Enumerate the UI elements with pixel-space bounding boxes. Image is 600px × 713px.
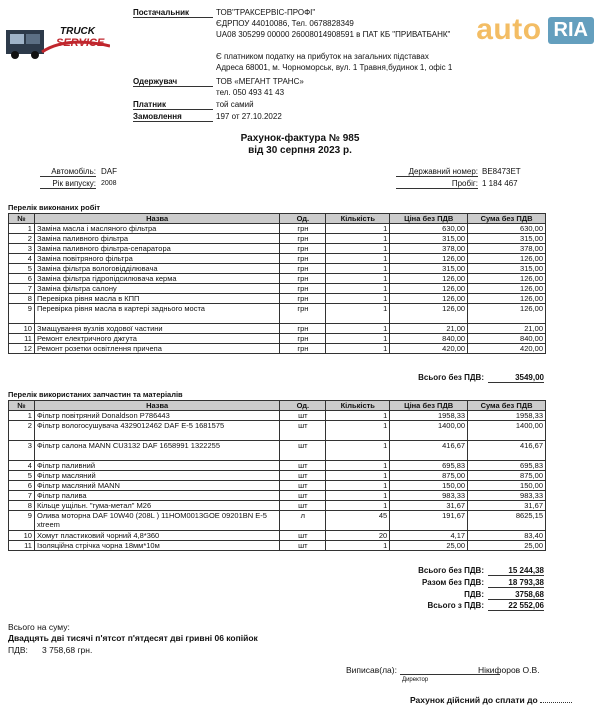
parts-total-value: 3758,68 <box>488 590 544 600</box>
parts-row <box>9 531 546 541</box>
parts-cell: 1 <box>326 421 390 441</box>
parts-cell: Фільтр паливний <box>34 461 279 471</box>
valid-date-blank <box>540 702 572 703</box>
parts-row <box>9 541 546 551</box>
year-value: 2008 <box>101 180 117 187</box>
works-cell: 126,00 <box>468 294 546 304</box>
parts-cell: 1400,00 <box>390 421 468 441</box>
vat-value: 3 758,68 грн. <box>42 645 93 655</box>
works-cell: 10 <box>9 324 35 334</box>
company-logo <box>6 22 110 62</box>
works-cell: 126,00 <box>390 254 468 264</box>
works-row <box>9 224 546 234</box>
works-cell: грн <box>280 264 326 274</box>
works-total-value: 3549,00 <box>488 373 544 383</box>
works-cell: грн <box>280 234 326 244</box>
works-cell: 21,00 <box>468 324 546 334</box>
parts-cell: 983,33 <box>468 491 546 501</box>
parts-cell: шт <box>280 411 326 421</box>
works-cell: Заміна фільтра гідропідсилювача керма <box>34 274 279 284</box>
works-cell: 7 <box>9 284 35 294</box>
works-cell: 21,00 <box>390 324 468 334</box>
works-total-label: Всього без ПДВ: <box>418 373 484 382</box>
parts-cell: шт <box>280 421 326 441</box>
works-cell: 126,00 <box>390 294 468 304</box>
works-cell: грн <box>280 274 326 284</box>
parts-cell: 875,00 <box>468 471 546 481</box>
parts-header-row <box>9 401 546 411</box>
works-row <box>9 324 546 334</box>
parts-row <box>9 441 546 461</box>
parts-cell: 1958,33 <box>390 411 468 421</box>
works-row <box>9 254 546 264</box>
works-cell: 630,00 <box>468 224 546 234</box>
works-header-cell: Ціна без ПДВ <box>390 214 468 224</box>
parts-cell: 4,17 <box>390 531 468 541</box>
parts-cell: 416,67 <box>390 441 468 461</box>
works-cell: грн <box>280 344 326 354</box>
works-cell: 315,00 <box>468 234 546 244</box>
works-table <box>8 213 546 354</box>
receiver-name: ТОВ «МЕГАНТ ТРАНС» <box>216 77 304 86</box>
parts-cell: 4 <box>9 461 35 471</box>
works-row <box>9 234 546 244</box>
works-header-cell: Кількість <box>326 214 390 224</box>
parts-cell: Фільтр масляний <box>34 471 279 481</box>
director-label: Директор <box>402 677 429 683</box>
parts-total-label: Разом без ПДВ: <box>422 578 484 587</box>
works-header-cell: Назва <box>34 214 279 224</box>
parts-cell: Олива моторна DAF 10W40 (208L ) 11HOM0013GOE 09201BN E-5 xtreem <box>34 511 279 531</box>
parts-cell: шт <box>280 471 326 481</box>
order-label: Замовлення <box>133 112 213 122</box>
works-row <box>9 284 546 294</box>
works-cell: 840,00 <box>390 334 468 344</box>
parts-cell: Фільтр масляний MANN <box>34 481 279 491</box>
works-cell: 3 <box>9 244 35 254</box>
parts-total-label: ПДВ: <box>464 590 484 599</box>
parts-cell: 1 <box>9 411 35 421</box>
works-cell: Заміна масла і масляного фільтра <box>34 224 279 234</box>
parts-cell: 8625,15 <box>468 511 546 531</box>
valid-until-text: Рахунок дійсний до сплати до <box>410 695 538 705</box>
logo-line1: TRUCK <box>60 26 95 37</box>
works-cell: 6 <box>9 274 35 284</box>
works-cell: Заміна фільтра салону <box>34 284 279 294</box>
parts-row <box>9 471 546 481</box>
works-cell: 126,00 <box>468 274 546 284</box>
parts-total-label: Всього без ПДВ: <box>418 566 484 575</box>
parts-cell: 191,67 <box>390 511 468 531</box>
parts-cell: 8 <box>9 501 35 511</box>
parts-cell: Фільтр салона MANN CU3132 DAF 1658991 1322255 <box>34 441 279 461</box>
works-cell: 126,00 <box>468 254 546 264</box>
supplier-label: Постачальник <box>133 8 213 18</box>
plate-label: Державний номер: <box>396 167 478 177</box>
works-cell: грн <box>280 304 326 324</box>
parts-cell: 983,33 <box>390 491 468 501</box>
works-cell: 2 <box>9 234 35 244</box>
works-cell: 1 <box>326 304 390 324</box>
works-cell: 126,00 <box>390 304 468 324</box>
parts-cell: шт <box>280 461 326 471</box>
car-label: Автомобіль: <box>40 167 96 177</box>
works-cell: грн <box>280 294 326 304</box>
works-cell: Перевірка рівня масла в КПП <box>34 294 279 304</box>
parts-cell: 1 <box>326 501 390 511</box>
issued-label: Виписав(ла): <box>346 665 397 675</box>
parts-cell: 5 <box>9 471 35 481</box>
parts-cell: 2 <box>9 421 35 441</box>
works-cell: 126,00 <box>468 284 546 294</box>
works-cell: грн <box>280 284 326 294</box>
works-row <box>9 244 546 254</box>
works-cell: грн <box>280 254 326 264</box>
car-value: DAF <box>101 167 117 176</box>
parts-cell: 1 <box>326 461 390 471</box>
supplier-name: ТОВ"ТРАКСЕРВІС-ПРОФІ" <box>216 8 316 17</box>
works-cell: 420,00 <box>468 344 546 354</box>
vat-label: ПДВ: <box>8 645 28 655</box>
parts-cell: 1 <box>326 471 390 481</box>
parts-header-cell: № <box>9 401 35 411</box>
auto-ria-watermark <box>476 10 594 50</box>
parts-cell: 31,67 <box>468 501 546 511</box>
parts-cell: 6 <box>9 481 35 491</box>
payer-label: Платник <box>133 100 213 110</box>
plate-value: BE8473ET <box>482 167 521 176</box>
parts-cell: Ізоляційна стрічка чорна 18мм*10м <box>34 541 279 551</box>
parts-cell: 875,00 <box>390 471 468 481</box>
parts-cell: 150,00 <box>390 481 468 491</box>
parts-cell: 1 <box>326 491 390 501</box>
parts-cell: шт <box>280 501 326 511</box>
parts-cell: 10 <box>9 531 35 541</box>
works-row <box>9 344 546 354</box>
works-cell: 1 <box>326 264 390 274</box>
works-cell: 840,00 <box>468 334 546 344</box>
parts-cell: 1 <box>326 541 390 551</box>
parts-cell: Кільце ущільн. "гума-метал" M26 <box>34 501 279 511</box>
works-cell: грн <box>280 224 326 234</box>
parts-header-cell: Назва <box>34 401 279 411</box>
works-cell: Ремонт розетки освітлення причепа <box>34 344 279 354</box>
parts-row <box>9 491 546 501</box>
parts-cell: шт <box>280 491 326 501</box>
parts-cell: 695,83 <box>390 461 468 471</box>
works-row <box>9 334 546 344</box>
parts-cell: Фільтр палива <box>34 491 279 501</box>
works-cell: 11 <box>9 334 35 344</box>
works-cell: Заміна паливного фільтра <box>34 234 279 244</box>
works-cell: 1 <box>326 224 390 234</box>
parts-cell: 695,83 <box>468 461 546 471</box>
parts-cell: 25,00 <box>468 541 546 551</box>
parts-row <box>9 421 546 441</box>
parts-cell: 20 <box>326 531 390 541</box>
sum-label: Всього на суму: <box>8 622 70 632</box>
parts-cell: 3 <box>9 441 35 461</box>
works-cell: грн <box>280 324 326 334</box>
works-section-title: Перелік виконаних робіт <box>8 203 101 212</box>
parts-cell: 9 <box>9 511 35 531</box>
works-row <box>9 274 546 284</box>
works-cell: 1 <box>326 344 390 354</box>
parts-cell: л <box>280 511 326 531</box>
parts-cell: шт <box>280 541 326 551</box>
logo-line2: SERVICE <box>56 37 105 49</box>
parts-cell: шт <box>280 481 326 491</box>
works-cell: 8 <box>9 294 35 304</box>
parts-total-value: 15 244,38 <box>488 566 544 576</box>
works-cell: 1 <box>326 244 390 254</box>
parts-cell: 150,00 <box>468 481 546 491</box>
works-row <box>9 264 546 274</box>
receiver-label: Одержувач <box>133 77 213 87</box>
invoice-title: Рахунок-фактура № 985 <box>240 133 360 144</box>
parts-cell: 11 <box>9 541 35 551</box>
parts-cell: Фільтр вологосушувача 4329012462 DAF E-5 1681575 <box>34 421 279 441</box>
works-cell: 1 <box>326 234 390 244</box>
works-cell: Заміна фільтра вологовідділювача <box>34 264 279 274</box>
parts-header-cell: Ціна без ПДВ <box>390 401 468 411</box>
supplier-code: ЄДРПОУ 44010086, Тел. 0678828349 <box>216 19 354 28</box>
works-cell: 315,00 <box>468 264 546 274</box>
works-cell: 126,00 <box>390 284 468 294</box>
works-cell: 1 <box>326 284 390 294</box>
parts-cell: 1 <box>326 441 390 461</box>
works-cell: 12 <box>9 344 35 354</box>
parts-row <box>9 461 546 471</box>
parts-row <box>9 411 546 421</box>
sum-words: Двадцять дві тисячі п'ятсот п'ятдесят дві гривні 06 копійок <box>8 633 258 643</box>
parts-cell: 1 <box>326 481 390 491</box>
parts-header-cell: Сума без ПДВ <box>468 401 546 411</box>
works-cell: 1 <box>326 324 390 334</box>
works-cell: 1 <box>9 224 35 234</box>
issued-name: Нікифоров О.В. <box>478 665 540 675</box>
parts-row <box>9 481 546 491</box>
works-cell: 1 <box>326 254 390 264</box>
works-cell: 1 <box>326 274 390 284</box>
works-cell: 1 <box>326 334 390 344</box>
works-cell: 4 <box>9 254 35 264</box>
mileage-label: Пробіг: <box>396 179 478 189</box>
works-cell: 5 <box>9 264 35 274</box>
works-cell: 315,00 <box>390 264 468 274</box>
works-cell: Заміна паливного фільтра-сепаратора <box>34 244 279 254</box>
works-cell: 126,00 <box>390 274 468 284</box>
payer-value: той самий <box>216 100 254 109</box>
works-cell: 9 <box>9 304 35 324</box>
works-row <box>9 294 546 304</box>
parts-cell: 416,67 <box>468 441 546 461</box>
mileage-value: 1 184 467 <box>482 179 518 188</box>
parts-total-value: 22 552,06 <box>488 601 544 611</box>
supplier-account: UA08 305299 00000 26008014908591 в ПАТ КБ "ПРИВАТБАНК" <box>216 30 451 39</box>
parts-cell: шт <box>280 531 326 541</box>
works-cell: 630,00 <box>390 224 468 234</box>
works-cell: грн <box>280 334 326 344</box>
works-cell: Заміна повітряного фільтра <box>34 254 279 264</box>
parts-cell: 45 <box>326 511 390 531</box>
parts-cell: шт <box>280 441 326 461</box>
parts-table <box>8 400 546 551</box>
parts-row <box>9 501 546 511</box>
parts-section-title: Перелік використаних запчастин та матеріалів <box>8 390 183 399</box>
works-cell: грн <box>280 244 326 254</box>
parts-cell: 83,40 <box>468 531 546 541</box>
parts-row <box>9 511 546 531</box>
works-cell: 378,00 <box>390 244 468 254</box>
works-cell: 420,00 <box>390 344 468 354</box>
works-header-cell: № <box>9 214 35 224</box>
works-cell: 315,00 <box>390 234 468 244</box>
works-cell: Ремонт електричного джгута <box>34 334 279 344</box>
parts-cell: 7 <box>9 491 35 501</box>
works-cell: Змащування вузлів ходової частини <box>34 324 279 334</box>
order-value: 197 от 27.10.2022 <box>216 112 282 121</box>
parts-cell: Фільтр повітряний Donaldson P786443 <box>34 411 279 421</box>
parts-total-label: Всього з ПДВ: <box>427 601 484 610</box>
parts-cell: 1400,00 <box>468 421 546 441</box>
parts-header-cell: Кількість <box>326 401 390 411</box>
year-label: Рік випуску: <box>40 179 96 189</box>
works-cell: 1 <box>326 294 390 304</box>
parts-header-cell: Од. <box>280 401 326 411</box>
parts-cell: 31,67 <box>390 501 468 511</box>
parts-cell: 1 <box>326 411 390 421</box>
works-cell: Перевірка рівня масла в картері заднього моста <box>34 304 279 324</box>
works-cell: 126,00 <box>468 304 546 324</box>
watermark-text: auto <box>476 13 542 46</box>
works-header-cell: Од. <box>280 214 326 224</box>
works-header-cell: Сума без ПДВ <box>468 214 546 224</box>
parts-cell: 25,00 <box>390 541 468 551</box>
receiver-phone: тел. 050 493 41 43 <box>216 88 285 97</box>
works-row <box>9 304 546 324</box>
works-cell: 378,00 <box>468 244 546 254</box>
invoice-date: від 30 серпня 2023 р. <box>248 145 352 156</box>
supplier-tax: Є платником податку на прибуток на загальних підставах <box>216 52 429 61</box>
parts-cell: 1958,33 <box>468 411 546 421</box>
parts-total-value: 18 793,38 <box>488 578 544 588</box>
watermark-badge: RIA <box>548 17 594 44</box>
supplier-address: Адреса 68001, м. Чорноморськ, вул. 1 Травня,будинок 1, офіс 1 <box>216 63 453 72</box>
works-header-row <box>9 214 546 224</box>
parts-cell: Хомут пластиковий чорний 4,8*360 <box>34 531 279 541</box>
